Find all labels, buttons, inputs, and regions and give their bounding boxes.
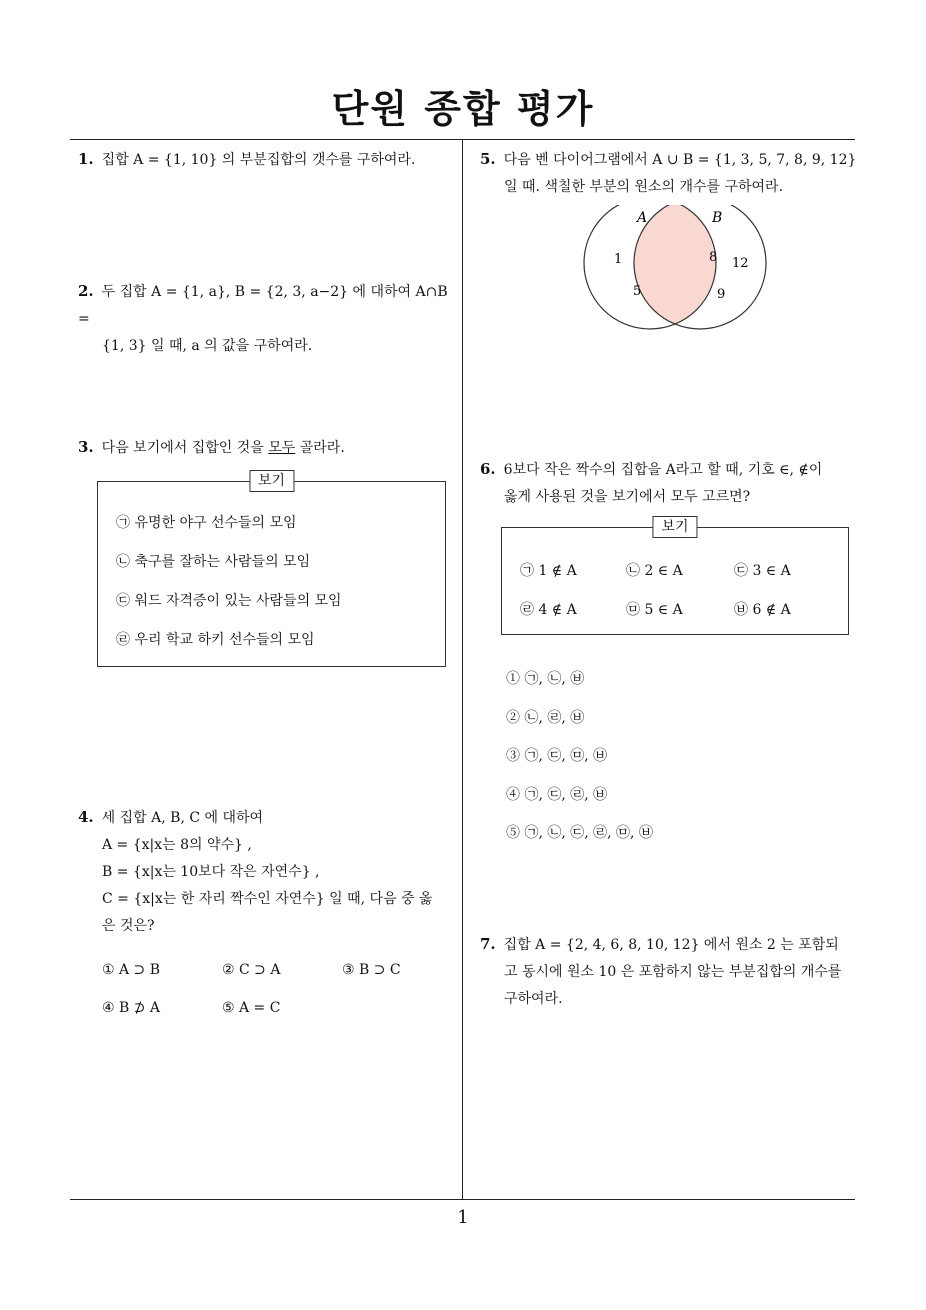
question-text: 고 동시에 원소 10 은 포함하지 않는 부분집합의 개수를 [504, 964, 842, 980]
column-divider [462, 140, 463, 1200]
question-text: 옳게 사용된 것을 보기에서 모두 고르면? [504, 489, 751, 505]
question-text: 일 때. 색칠한 부분의 원소의 개수를 구하여라. [504, 179, 784, 195]
question-text: A = {x|x는 8의 약수} , [102, 837, 252, 853]
example-item: ㉢ 3 ∈ A [734, 563, 791, 579]
example-box-label: 보기 [652, 516, 697, 538]
example-item: ㉥ 6 ∉ A [734, 602, 791, 618]
question-5 [480, 146, 865, 201]
question-3 [78, 434, 458, 462]
venn-element: 8 [709, 250, 718, 265]
venn-label-a: A [637, 210, 648, 226]
example-item: ㉡ 축구를 잘하는 사람들의 모임 [116, 554, 311, 570]
answer-choice: ① ㉠, ㉡, ㉥ [506, 671, 585, 687]
answer-choice: ③ B ⊃ C [342, 962, 401, 978]
example-box [501, 519, 849, 635]
page-title: 단원 종합 평가 [331, 87, 595, 131]
question-number: 7. [480, 935, 496, 953]
answer-choice: ④ B ⊅ A [102, 1000, 161, 1016]
answer-choice: ④ ㉠, ㉢, ㉣, ㉥ [506, 787, 608, 803]
answer-choice: ② C ⊃ A [222, 962, 281, 978]
example-box-label: 보기 [249, 470, 294, 492]
question-text: 세 집합 A, B, C 에 대하여 [101, 810, 264, 826]
question-text: 은 것은? [102, 918, 155, 934]
bottom-divider [70, 1199, 855, 1200]
answer-choice: ② ㉡, ㉣, ㉥ [506, 710, 585, 726]
answer-choice: ③ ㉠, ㉢, ㉤, ㉥ [506, 748, 608, 764]
venn-element: 1 [614, 252, 623, 267]
venn-element: 9 [717, 287, 726, 302]
question-1 [78, 146, 458, 174]
question-text: 두 집합 A = {1, a}, B = {2, 3, a−2} 에 대하여 A∩B = [78, 284, 448, 327]
page-number: 1 [457, 1207, 469, 1228]
question-text: 6보다 작은 짝수의 집합을 A라고 할 때, 기호 ∈, ∉이 [503, 462, 823, 478]
question-number: 2. [78, 282, 94, 300]
question-2 [78, 278, 460, 360]
venn-element: 12 [732, 256, 749, 271]
question-number: 3. [78, 438, 94, 456]
question-7 [480, 931, 865, 1013]
question-text: 다음 보기에서 집합인 것을 [101, 440, 269, 456]
answer-choice: ⑤ ㉠, ㉡, ㉢, ㉣, ㉤, ㉥ [506, 825, 653, 841]
venn-label-b: B [712, 210, 723, 226]
question-number: 1. [78, 150, 94, 168]
question-text: C = {x|x는 한 자리 짝수인 자연수} 일 때, 다음 중 옳 [102, 891, 433, 907]
question-6 [480, 456, 865, 511]
example-item: ㉣ 4 ∉ A [520, 602, 577, 618]
underlined-word: 모두 [268, 440, 296, 456]
example-item: ㉤ 5 ∈ A [626, 602, 683, 618]
example-item: ㉠ 유명한 야구 선수들의 모임 [116, 515, 297, 531]
answer-choice: ⑤ A = C [222, 1000, 281, 1016]
question-number: 6. [480, 460, 496, 478]
question-text: 골라라. [295, 440, 345, 456]
example-item: ㉣ 우리 학교 하키 선수들의 모임 [116, 632, 315, 648]
question-text: 다음 벤 다이어그램에서 A ∪ B = {1, 3, 5, 7, 8, 9, 12} [503, 152, 857, 168]
question-text: B = {x|x는 10보다 작은 자연수} , [102, 864, 320, 880]
question-number: 5. [480, 150, 496, 168]
question-number: 4. [78, 808, 94, 826]
venn-element: 5 [633, 284, 642, 299]
question-text: 집합 A = {1, 10} 의 부분집합의 갯수를 구하여라. [101, 152, 416, 168]
example-item: ㉠ 1 ∉ A [520, 563, 577, 579]
question-text: 집합 A = {2, 4, 6, 8, 10, 12} 에서 원소 2 는 포함되 [503, 937, 839, 953]
example-item: ㉡ 2 ∈ A [626, 563, 683, 579]
example-item: ㉢ 워드 자격증이 있는 사람들의 모임 [116, 593, 342, 609]
example-box [97, 473, 446, 667]
answer-choice: ① A ⊃ B [102, 962, 161, 978]
question-4 [78, 804, 458, 940]
question-text: 구하여라. [504, 991, 563, 1007]
venn-diagram [580, 205, 780, 335]
question-text: {1, 3} 일 때, a 의 값을 구하여라. [102, 338, 313, 354]
